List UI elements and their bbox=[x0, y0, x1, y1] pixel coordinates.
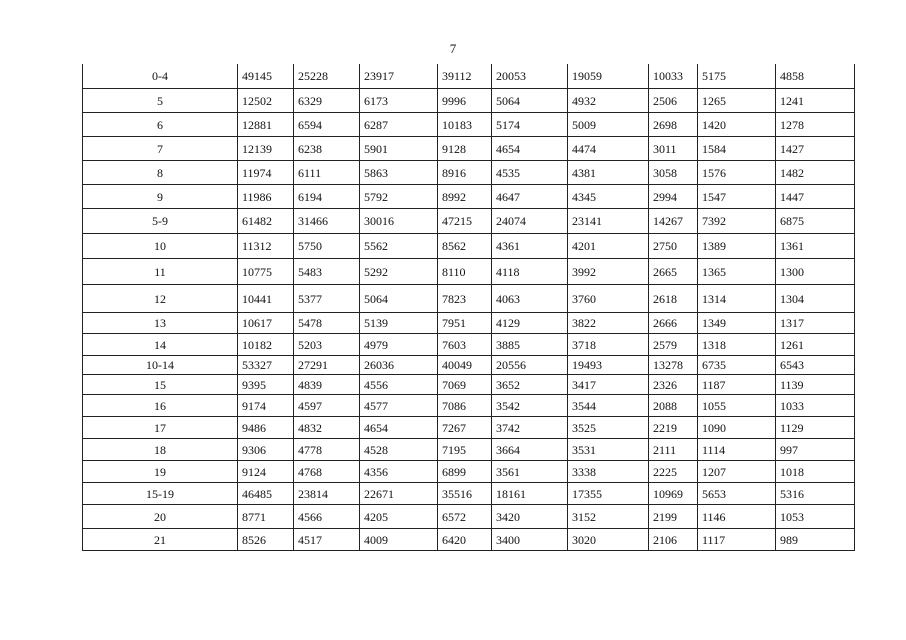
table-row bbox=[83, 64, 855, 89]
value-cell: 22671 bbox=[360, 483, 438, 505]
value-cell: 53327 bbox=[238, 356, 294, 375]
age-group-cell: 21 bbox=[83, 529, 238, 551]
value-cell: 4577 bbox=[360, 395, 438, 417]
value-cell: 5174 bbox=[492, 113, 568, 137]
value-cell: 1300 bbox=[776, 259, 855, 285]
value-cell: 6287 bbox=[360, 113, 438, 137]
value-cell: 4858 bbox=[776, 64, 855, 89]
table-row bbox=[83, 505, 855, 529]
value-cell: 4361 bbox=[492, 234, 568, 259]
value-cell: 5009 bbox=[568, 113, 649, 137]
value-cell: 10183 bbox=[438, 113, 492, 137]
table-row bbox=[83, 137, 855, 161]
value-cell: 9395 bbox=[238, 375, 294, 395]
age-group-cell: 6 bbox=[83, 113, 238, 137]
table-row bbox=[83, 113, 855, 137]
age-group-cell: 5-9 bbox=[83, 209, 238, 234]
value-cell: 3011 bbox=[649, 137, 698, 161]
value-cell: 1146 bbox=[698, 505, 776, 529]
value-cell: 4932 bbox=[568, 89, 649, 113]
value-cell: 8526 bbox=[238, 529, 294, 551]
value-cell: 9486 bbox=[238, 417, 294, 439]
value-cell: 5064 bbox=[360, 285, 438, 313]
value-cell: 4129 bbox=[492, 313, 568, 334]
value-cell: 6420 bbox=[438, 529, 492, 551]
value-cell: 3885 bbox=[492, 334, 568, 356]
value-cell: 4778 bbox=[294, 439, 360, 461]
value-cell: 4474 bbox=[568, 137, 649, 161]
value-cell: 6899 bbox=[438, 461, 492, 483]
value-cell: 10182 bbox=[238, 334, 294, 356]
value-cell: 6875 bbox=[776, 209, 855, 234]
value-cell: 2326 bbox=[649, 375, 698, 395]
value-cell: 30016 bbox=[360, 209, 438, 234]
value-cell: 8992 bbox=[438, 185, 492, 209]
table-row bbox=[83, 529, 855, 551]
value-cell: 1265 bbox=[698, 89, 776, 113]
value-cell: 1361 bbox=[776, 234, 855, 259]
value-cell: 1261 bbox=[776, 334, 855, 356]
value-cell: 1314 bbox=[698, 285, 776, 313]
value-cell: 7069 bbox=[438, 375, 492, 395]
value-cell: 1547 bbox=[698, 185, 776, 209]
value-cell: 35516 bbox=[438, 483, 492, 505]
value-cell: 18161 bbox=[492, 483, 568, 505]
value-cell: 3561 bbox=[492, 461, 568, 483]
value-cell: 7603 bbox=[438, 334, 492, 356]
table-row bbox=[83, 185, 855, 209]
value-cell: 1349 bbox=[698, 313, 776, 334]
value-cell: 2618 bbox=[649, 285, 698, 313]
value-cell: 1278 bbox=[776, 113, 855, 137]
value-cell: 61482 bbox=[238, 209, 294, 234]
value-cell: 10033 bbox=[649, 64, 698, 89]
age-group-cell: 10-14 bbox=[83, 356, 238, 375]
value-cell: 6173 bbox=[360, 89, 438, 113]
table-row bbox=[83, 259, 855, 285]
value-cell: 6238 bbox=[294, 137, 360, 161]
value-cell: 8562 bbox=[438, 234, 492, 259]
age-group-cell: 11 bbox=[83, 259, 238, 285]
value-cell: 19493 bbox=[568, 356, 649, 375]
value-cell: 4381 bbox=[568, 161, 649, 185]
value-cell: 5863 bbox=[360, 161, 438, 185]
value-cell: 2225 bbox=[649, 461, 698, 483]
age-group-cell: 15 bbox=[83, 375, 238, 395]
value-cell: 46485 bbox=[238, 483, 294, 505]
table-row bbox=[83, 356, 855, 375]
value-cell: 1420 bbox=[698, 113, 776, 137]
value-cell: 7086 bbox=[438, 395, 492, 417]
value-cell: 9996 bbox=[438, 89, 492, 113]
value-cell: 11986 bbox=[238, 185, 294, 209]
table-row bbox=[83, 375, 855, 395]
table-row bbox=[83, 89, 855, 113]
value-cell: 3525 bbox=[568, 417, 649, 439]
value-cell: 2088 bbox=[649, 395, 698, 417]
value-cell: 1241 bbox=[776, 89, 855, 113]
value-cell: 4517 bbox=[294, 529, 360, 551]
value-cell: 5377 bbox=[294, 285, 360, 313]
value-cell: 5175 bbox=[698, 64, 776, 89]
value-cell: 1389 bbox=[698, 234, 776, 259]
value-cell: 2506 bbox=[649, 89, 698, 113]
value-cell: 4597 bbox=[294, 395, 360, 417]
value-cell: 4345 bbox=[568, 185, 649, 209]
value-cell: 2579 bbox=[649, 334, 698, 356]
value-cell: 23141 bbox=[568, 209, 649, 234]
age-group-cell: 17 bbox=[83, 417, 238, 439]
value-cell: 19059 bbox=[568, 64, 649, 89]
value-cell: 40049 bbox=[438, 356, 492, 375]
value-cell: 26036 bbox=[360, 356, 438, 375]
value-cell: 13278 bbox=[649, 356, 698, 375]
table-row bbox=[83, 234, 855, 259]
value-cell: 23917 bbox=[360, 64, 438, 89]
table-row bbox=[83, 209, 855, 234]
value-cell: 1207 bbox=[698, 461, 776, 483]
value-cell: 4832 bbox=[294, 417, 360, 439]
age-group-cell: 19 bbox=[83, 461, 238, 483]
value-cell: 2106 bbox=[649, 529, 698, 551]
value-cell: 3338 bbox=[568, 461, 649, 483]
value-cell: 3544 bbox=[568, 395, 649, 417]
value-cell: 11312 bbox=[238, 234, 294, 259]
value-cell: 3058 bbox=[649, 161, 698, 185]
age-group-cell: 5 bbox=[83, 89, 238, 113]
value-cell: 1018 bbox=[776, 461, 855, 483]
value-cell: 1482 bbox=[776, 161, 855, 185]
value-cell: 9306 bbox=[238, 439, 294, 461]
value-cell: 31466 bbox=[294, 209, 360, 234]
value-cell: 5292 bbox=[360, 259, 438, 285]
value-cell: 2750 bbox=[649, 234, 698, 259]
value-cell: 9124 bbox=[238, 461, 294, 483]
value-cell: 3822 bbox=[568, 313, 649, 334]
value-cell: 12881 bbox=[238, 113, 294, 137]
value-cell: 5562 bbox=[360, 234, 438, 259]
value-cell: 4009 bbox=[360, 529, 438, 551]
value-cell: 5653 bbox=[698, 483, 776, 505]
value-cell: 10441 bbox=[238, 285, 294, 313]
value-cell: 5316 bbox=[776, 483, 855, 505]
value-cell: 3718 bbox=[568, 334, 649, 356]
value-cell: 2111 bbox=[649, 439, 698, 461]
value-cell: 1053 bbox=[776, 505, 855, 529]
value-cell: 1584 bbox=[698, 137, 776, 161]
age-group-cell: 10 bbox=[83, 234, 238, 259]
value-cell: 5478 bbox=[294, 313, 360, 334]
value-cell: 3542 bbox=[492, 395, 568, 417]
value-cell: 3531 bbox=[568, 439, 649, 461]
value-cell: 4768 bbox=[294, 461, 360, 483]
table-row bbox=[83, 161, 855, 185]
value-cell: 4063 bbox=[492, 285, 568, 313]
value-cell: 1187 bbox=[698, 375, 776, 395]
value-cell: 4556 bbox=[360, 375, 438, 395]
value-cell: 9174 bbox=[238, 395, 294, 417]
table-row bbox=[83, 334, 855, 356]
value-cell: 23814 bbox=[294, 483, 360, 505]
value-cell: 8916 bbox=[438, 161, 492, 185]
population-table bbox=[82, 64, 855, 551]
value-cell: 5901 bbox=[360, 137, 438, 161]
table-row bbox=[83, 461, 855, 483]
value-cell: 2665 bbox=[649, 259, 698, 285]
page-number: 7 bbox=[449, 41, 457, 56]
value-cell: 2666 bbox=[649, 313, 698, 334]
value-cell: 1447 bbox=[776, 185, 855, 209]
population-table-container bbox=[82, 64, 854, 551]
value-cell: 3664 bbox=[492, 439, 568, 461]
value-cell: 27291 bbox=[294, 356, 360, 375]
age-group-cell: 18 bbox=[83, 439, 238, 461]
value-cell: 3742 bbox=[492, 417, 568, 439]
value-cell: 3760 bbox=[568, 285, 649, 313]
value-cell: 3992 bbox=[568, 259, 649, 285]
table-row bbox=[83, 285, 855, 313]
value-cell: 6111 bbox=[294, 161, 360, 185]
value-cell: 4356 bbox=[360, 461, 438, 483]
value-cell: 1318 bbox=[698, 334, 776, 356]
value-cell: 3400 bbox=[492, 529, 568, 551]
table-row bbox=[83, 417, 855, 439]
value-cell: 997 bbox=[776, 439, 855, 461]
value-cell: 10775 bbox=[238, 259, 294, 285]
age-group-cell: 7 bbox=[83, 137, 238, 161]
value-cell: 3420 bbox=[492, 505, 568, 529]
value-cell: 12502 bbox=[238, 89, 294, 113]
value-cell: 1117 bbox=[698, 529, 776, 551]
value-cell: 14267 bbox=[649, 209, 698, 234]
value-cell: 5064 bbox=[492, 89, 568, 113]
value-cell: 1576 bbox=[698, 161, 776, 185]
value-cell: 1129 bbox=[776, 417, 855, 439]
value-cell: 1139 bbox=[776, 375, 855, 395]
value-cell: 11974 bbox=[238, 161, 294, 185]
value-cell: 2994 bbox=[649, 185, 698, 209]
value-cell: 5750 bbox=[294, 234, 360, 259]
value-cell: 2219 bbox=[649, 417, 698, 439]
value-cell: 4979 bbox=[360, 334, 438, 356]
value-cell: 4535 bbox=[492, 161, 568, 185]
table-row bbox=[83, 439, 855, 461]
value-cell: 3020 bbox=[568, 529, 649, 551]
value-cell: 12139 bbox=[238, 137, 294, 161]
value-cell: 3652 bbox=[492, 375, 568, 395]
age-group-cell: 14 bbox=[83, 334, 238, 356]
table-row bbox=[83, 313, 855, 334]
value-cell: 4566 bbox=[294, 505, 360, 529]
age-group-cell: 13 bbox=[83, 313, 238, 334]
value-cell: 7392 bbox=[698, 209, 776, 234]
age-group-cell: 0-4 bbox=[83, 64, 238, 89]
value-cell: 1365 bbox=[698, 259, 776, 285]
value-cell: 7951 bbox=[438, 313, 492, 334]
value-cell: 1114 bbox=[698, 439, 776, 461]
age-group-cell: 15-19 bbox=[83, 483, 238, 505]
value-cell: 3417 bbox=[568, 375, 649, 395]
value-cell: 5203 bbox=[294, 334, 360, 356]
value-cell: 4118 bbox=[492, 259, 568, 285]
value-cell: 4839 bbox=[294, 375, 360, 395]
value-cell: 8771 bbox=[238, 505, 294, 529]
table-body bbox=[83, 64, 855, 551]
value-cell: 989 bbox=[776, 529, 855, 551]
value-cell: 24074 bbox=[492, 209, 568, 234]
value-cell: 10617 bbox=[238, 313, 294, 334]
value-cell: 47215 bbox=[438, 209, 492, 234]
value-cell: 6594 bbox=[294, 113, 360, 137]
value-cell: 17355 bbox=[568, 483, 649, 505]
value-cell: 2199 bbox=[649, 505, 698, 529]
value-cell: 20556 bbox=[492, 356, 568, 375]
value-cell: 7267 bbox=[438, 417, 492, 439]
age-group-cell: 9 bbox=[83, 185, 238, 209]
value-cell: 1317 bbox=[776, 313, 855, 334]
value-cell: 1033 bbox=[776, 395, 855, 417]
value-cell: 6329 bbox=[294, 89, 360, 113]
value-cell: 4654 bbox=[360, 417, 438, 439]
value-cell: 6543 bbox=[776, 356, 855, 375]
value-cell: 4654 bbox=[492, 137, 568, 161]
value-cell: 7195 bbox=[438, 439, 492, 461]
age-group-cell: 20 bbox=[83, 505, 238, 529]
value-cell: 8110 bbox=[438, 259, 492, 285]
value-cell: 4647 bbox=[492, 185, 568, 209]
value-cell: 10969 bbox=[649, 483, 698, 505]
value-cell: 2698 bbox=[649, 113, 698, 137]
value-cell: 49145 bbox=[238, 64, 294, 89]
age-group-cell: 8 bbox=[83, 161, 238, 185]
table-row bbox=[83, 395, 855, 417]
value-cell: 5483 bbox=[294, 259, 360, 285]
age-group-cell: 16 bbox=[83, 395, 238, 417]
value-cell: 25228 bbox=[294, 64, 360, 89]
value-cell: 7823 bbox=[438, 285, 492, 313]
age-group-cell: 12 bbox=[83, 285, 238, 313]
value-cell: 5792 bbox=[360, 185, 438, 209]
value-cell: 4201 bbox=[568, 234, 649, 259]
value-cell: 1090 bbox=[698, 417, 776, 439]
value-cell: 4528 bbox=[360, 439, 438, 461]
value-cell: 39112 bbox=[438, 64, 492, 89]
value-cell: 5139 bbox=[360, 313, 438, 334]
value-cell: 6194 bbox=[294, 185, 360, 209]
value-cell: 6735 bbox=[698, 356, 776, 375]
value-cell: 6572 bbox=[438, 505, 492, 529]
value-cell: 3152 bbox=[568, 505, 649, 529]
value-cell: 9128 bbox=[438, 137, 492, 161]
table-row bbox=[83, 483, 855, 505]
value-cell: 4205 bbox=[360, 505, 438, 529]
value-cell: 1055 bbox=[698, 395, 776, 417]
value-cell: 20053 bbox=[492, 64, 568, 89]
value-cell: 1427 bbox=[776, 137, 855, 161]
value-cell: 1304 bbox=[776, 285, 855, 313]
